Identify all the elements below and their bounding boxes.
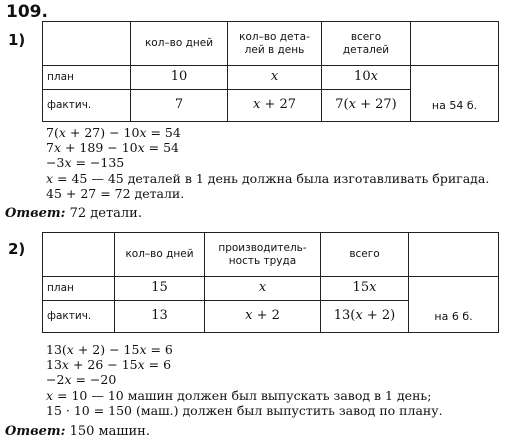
plan-days: 15 (115, 277, 205, 301)
equation-line: 13x + 26 − 15x = 6 (46, 357, 172, 372)
header-empty-cell (43, 233, 115, 277)
actual-days: 13 (115, 301, 205, 333)
header-days: кол–во дней (115, 233, 205, 277)
row-label-actual: фактич. (43, 301, 115, 333)
equation-line: −2x = −20 (46, 372, 117, 387)
answer-label: Ответ: (5, 206, 66, 221)
plan-days: 10 (131, 66, 228, 90)
answer-1 (5, 206, 142, 221)
row-label-actual: фактич. (43, 90, 131, 122)
part-1-label: 1) (8, 31, 26, 49)
table-row (43, 66, 499, 90)
header-total: всего деталей (322, 22, 411, 66)
part-1-table (42, 21, 499, 122)
note-cell-top (411, 22, 499, 66)
actual-total: 13(x + 2) (321, 301, 409, 333)
answer-text: 150 машин. (69, 424, 150, 439)
header-total: всего (321, 233, 409, 277)
actual-days: 7 (131, 90, 228, 122)
plan-total: 10x (322, 66, 411, 90)
table-row (43, 277, 499, 301)
equation-line: 45 + 27 = 72 детали. (46, 186, 185, 201)
header-productivity: производитель- ность труда (205, 233, 321, 277)
header-per-day: кол–во дета- лей в день (228, 22, 322, 66)
header-empty-cell (43, 22, 131, 66)
note-cell-top (409, 233, 499, 277)
plan-per-day: x (205, 277, 321, 301)
part-2-table (42, 232, 499, 333)
table-header-row (43, 22, 499, 66)
equation-line: 15 · 10 = 150 (маш.) должен был выпустить завод по плану. (46, 403, 443, 418)
plan-total: 15x (321, 277, 409, 301)
task-number: 109. (6, 2, 48, 22)
actual-total: 7(x + 27) (322, 90, 411, 122)
header-days: кол–во дней (131, 22, 228, 66)
equation-line: x = 10 — 10 машин должен был выпускать завод в 1 день; (46, 388, 432, 403)
equation-line: x = 45 — 45 деталей в 1 день должна была изготавливать бригада. (46, 171, 490, 186)
table-header-row (43, 233, 499, 277)
equation-line: 13(x + 2) − 15x = 6 (46, 342, 173, 357)
row-label-plan: план (43, 277, 115, 301)
answer-label: Ответ: (5, 424, 66, 439)
plan-per-day: x (228, 66, 322, 90)
actual-per-day: x + 2 (205, 301, 321, 333)
difference-note: на 54 б. (411, 66, 499, 122)
equation-line: 7x + 189 − 10x = 54 (46, 140, 180, 155)
difference-note: на 6 б. (409, 277, 499, 333)
equation-line: −3x = −135 (46, 155, 125, 170)
answer-text: 72 детали. (69, 206, 142, 221)
part-2-label: 2) (8, 240, 26, 258)
equation-line: 7(x + 27) − 10x = 54 (46, 125, 181, 140)
row-label-plan: план (43, 66, 131, 90)
answer-2 (5, 424, 150, 439)
actual-per-day: x + 27 (228, 90, 322, 122)
